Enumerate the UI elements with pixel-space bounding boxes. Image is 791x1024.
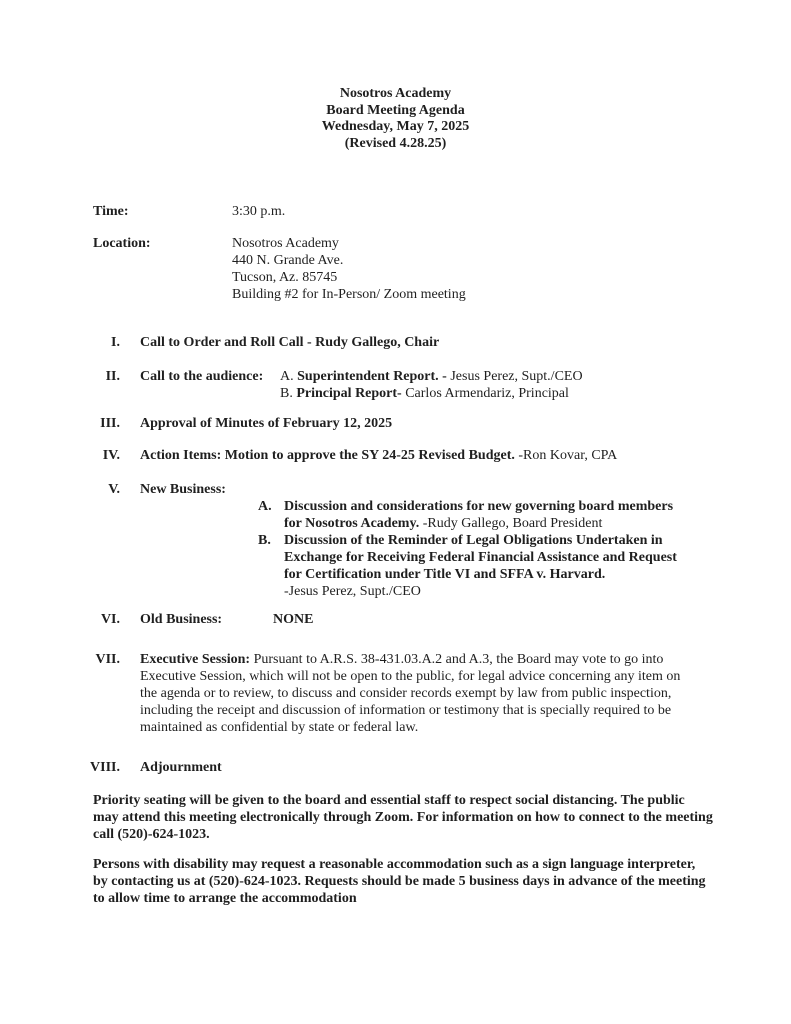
item-title	[140, 447, 617, 464]
item-numeral: II.	[105, 369, 120, 384]
time-value: 3:30 p.m.	[232, 204, 286, 219]
item-numeral: VI.	[100, 612, 120, 627]
location-line: Tucson, Az. 85745	[232, 270, 338, 285]
presenter-byline: -Jesus Perez, Supt./CEO	[284, 584, 421, 599]
executive-session-body: Pursuant to A.R.S. 38-431.03.A.2 and A.3, the Board may vote to go into Executive Session, which will not be open to the public, for legal advice concerning any item on the agenda or to review, to discuss and consider records exempt by law from public inspection, including the receipt and discussion of information or testimony that is specially required to be maintained as confidential by state or federal law.	[140, 652, 681, 735]
subitem-letter: B.	[258, 533, 271, 548]
org-name: Nosotros Academy	[339, 86, 452, 101]
executive-session-paragraph	[140, 651, 695, 736]
item-title: Approval of Minutes of February 12, 2025	[140, 416, 393, 431]
notice-disability-accommodation: Persons with disability may request a reasonable accommodation such as a sign language interpreter, by contacting us at (520)-624-1023. Requests should be made 5 business days in advance of the meeting to allow time to arrange the accommodation	[93, 857, 706, 906]
item-label: New Business:	[140, 482, 226, 497]
item-numeral: V.	[108, 482, 120, 497]
item-title: Call to Order and Roll Call - Rudy Gallego, Chair	[140, 335, 440, 350]
location-label: Location:	[93, 236, 151, 251]
subitem-title: Discussion and considerations for new governing board members for Nosotros Academy.	[284, 499, 674, 531]
subitem-letter: B.	[280, 386, 297, 401]
new-business-item-a	[258, 498, 690, 532]
item-numeral: I.	[111, 335, 120, 350]
superintendent-report-line	[280, 368, 583, 385]
old-business-value: NONE	[273, 612, 314, 627]
subitem-title: Superintendent Report. -	[297, 369, 451, 384]
item-title: Adjournment	[140, 760, 222, 775]
document-title: Board Meeting Agenda	[326, 102, 465, 118]
item-label: Old Business:	[140, 612, 223, 627]
motion-text: Motion to approve the SY 24-25 Revised Budget.	[224, 448, 519, 463]
new-business-item-b	[258, 532, 690, 600]
subitem-letter: A.	[258, 499, 272, 514]
item-numeral: VII.	[95, 652, 120, 667]
document-title-block	[0, 86, 791, 152]
location-line: 440 N. Grande Ave.	[232, 253, 344, 268]
revision-note: (Revised 4.28.25)	[344, 135, 447, 151]
meeting-date: Wednesday, May 7, 2025	[321, 119, 470, 134]
audience-report-list	[280, 368, 583, 402]
item-numeral: III.	[100, 416, 120, 431]
location-line: Nosotros Academy	[232, 236, 339, 251]
presenter-byline: -Ron Kovar, CPA	[518, 448, 618, 463]
notice-priority-seating: Priority seating will be given to the board and essential staff to respect social distancing. The public may attend this meeting electronically through Zoom. For information on how to connect to the meeting call (520)-624-1023.	[93, 793, 713, 842]
time-label: Time:	[93, 204, 129, 219]
item-label: Call to the audience:	[140, 369, 264, 384]
new-business-list	[258, 498, 690, 600]
location-line: Building #2 for In-Person/ Zoom meeting	[232, 287, 466, 302]
subitem-title: Principal Report-	[296, 386, 406, 401]
subitem-letter: A.	[280, 369, 298, 384]
executive-session-label: Executive Session:	[140, 652, 254, 667]
item-numeral: VIII.	[90, 760, 120, 775]
principal-report-line	[280, 385, 583, 402]
subitem-presenter: Jesus Perez, Supt./CEO	[450, 369, 583, 384]
action-items-label: Action Items:	[140, 448, 225, 463]
presenter-byline: -Rudy Gallego, Board President	[422, 516, 603, 531]
subitem-title: Discussion of the Reminder of Legal Obligations Undertaken in Exchange for Receiving Federal Financial Assistance and Request for Certification under Title VI and SFFA v. Harvard.	[284, 533, 677, 582]
location-value	[232, 235, 466, 303]
item-numeral: IV.	[102, 448, 120, 463]
subitem-presenter: Carlos Armendariz, Principal	[405, 386, 569, 401]
